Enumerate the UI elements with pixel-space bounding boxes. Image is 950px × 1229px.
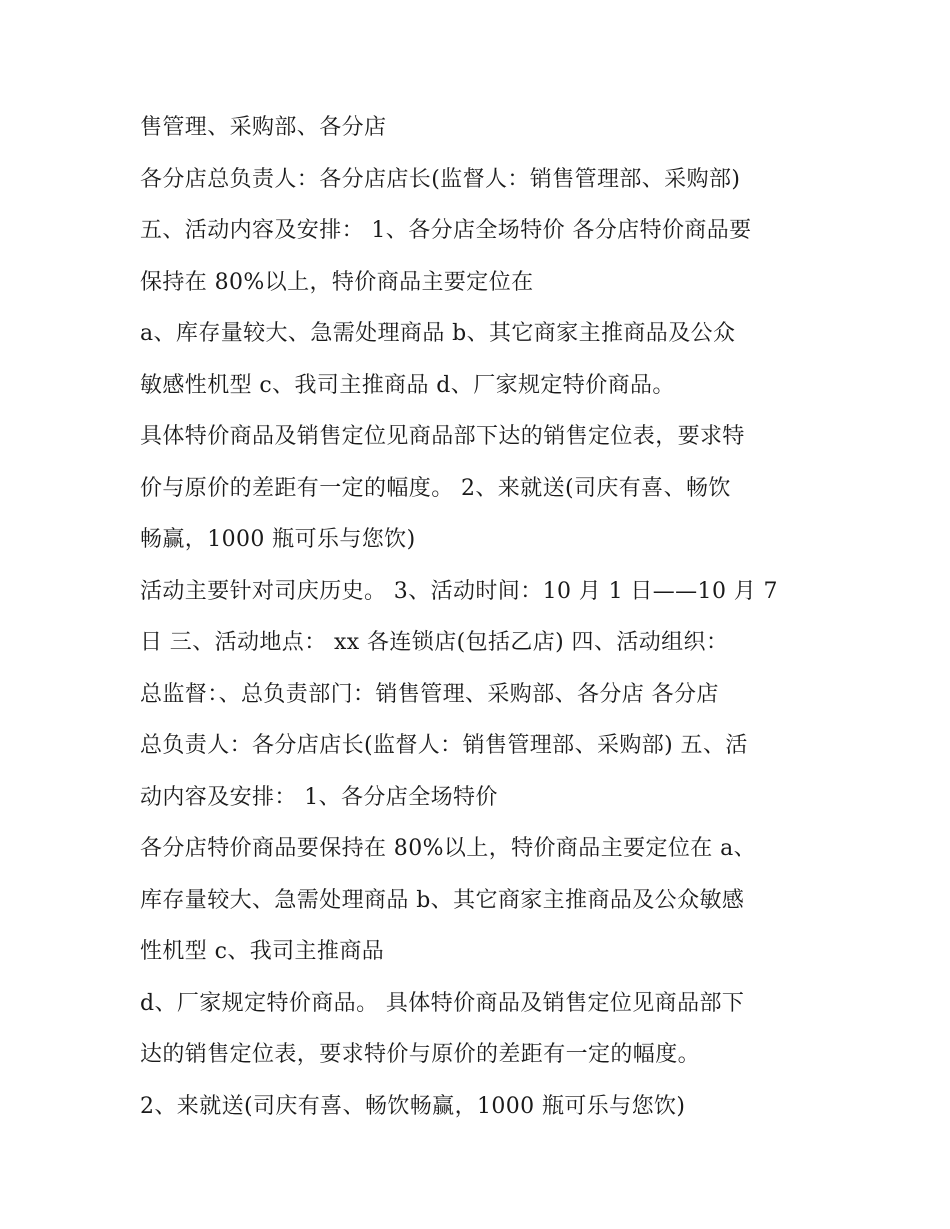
text-line: 各分店特价商品要保持在 80%以上，特价商品主要定位在 a、 [140,836,757,861]
text-line: 畅赢，1000 瓶可乐与您饮) [140,527,416,552]
text-line: 售管理、采购部、各分店 [140,115,387,140]
body-text [140,110,820,1140]
text-line: 各分店总负责人：各分店店长(监督人：销售管理部、采购部) [140,166,741,192]
text-line: 日 三、活动地点： xx 各连锁店(包括乙店) 四、活动组织： [140,630,729,655]
text-line: d、厂家规定特价商品。 具体特价商品及销售定位见商品部下 [140,990,745,1016]
text-line: 性机型 c、我司主推商品 [140,939,385,964]
text-line: 总监督：、总负责部门：销售管理、采购部、各分店 各分店 [140,681,719,707]
text-line: 价与原价的差距有一定的幅度。 2、来就送(司庆有喜、畅饮 [140,475,731,501]
text-line: 总负责人：各分店店长(监督人：销售管理部、采购部) 五、活 [140,733,748,758]
text-line: 库存量较大、急需处理商品 b、其它商家主推商品及公众敏感 [140,887,745,913]
text-line: 具体特价商品及销售定位见商品部下达的销售定位表，要求特 [140,424,745,449]
text-line: 达的销售定位表，要求特价与原价的差距有一定的幅度。 [140,1042,701,1067]
text-line: 五、活动内容及安排： 1、各分店全场特价 各分店特价商品要 [140,218,752,243]
text-line: a、库存量较大、急需处理商品 b、其它商家主推商品及公众 [140,321,736,346]
text-line: 动内容及安排： 1、各分店全场特价 [140,784,498,810]
text-line: 敏感性机型 c、我司主推商品 d、厂家规定特价商品。 [140,372,675,398]
text-line: 保持在 80%以上，特价商品主要定位在 [140,269,534,295]
text-line: 活动主要针对司庆历史。 3、活动时间：10 月 1 日——10 月 7 [140,578,778,604]
text-line: 2、来就送(司庆有喜、畅饮畅赢，1000 瓶可乐与您饮) [140,1093,686,1119]
